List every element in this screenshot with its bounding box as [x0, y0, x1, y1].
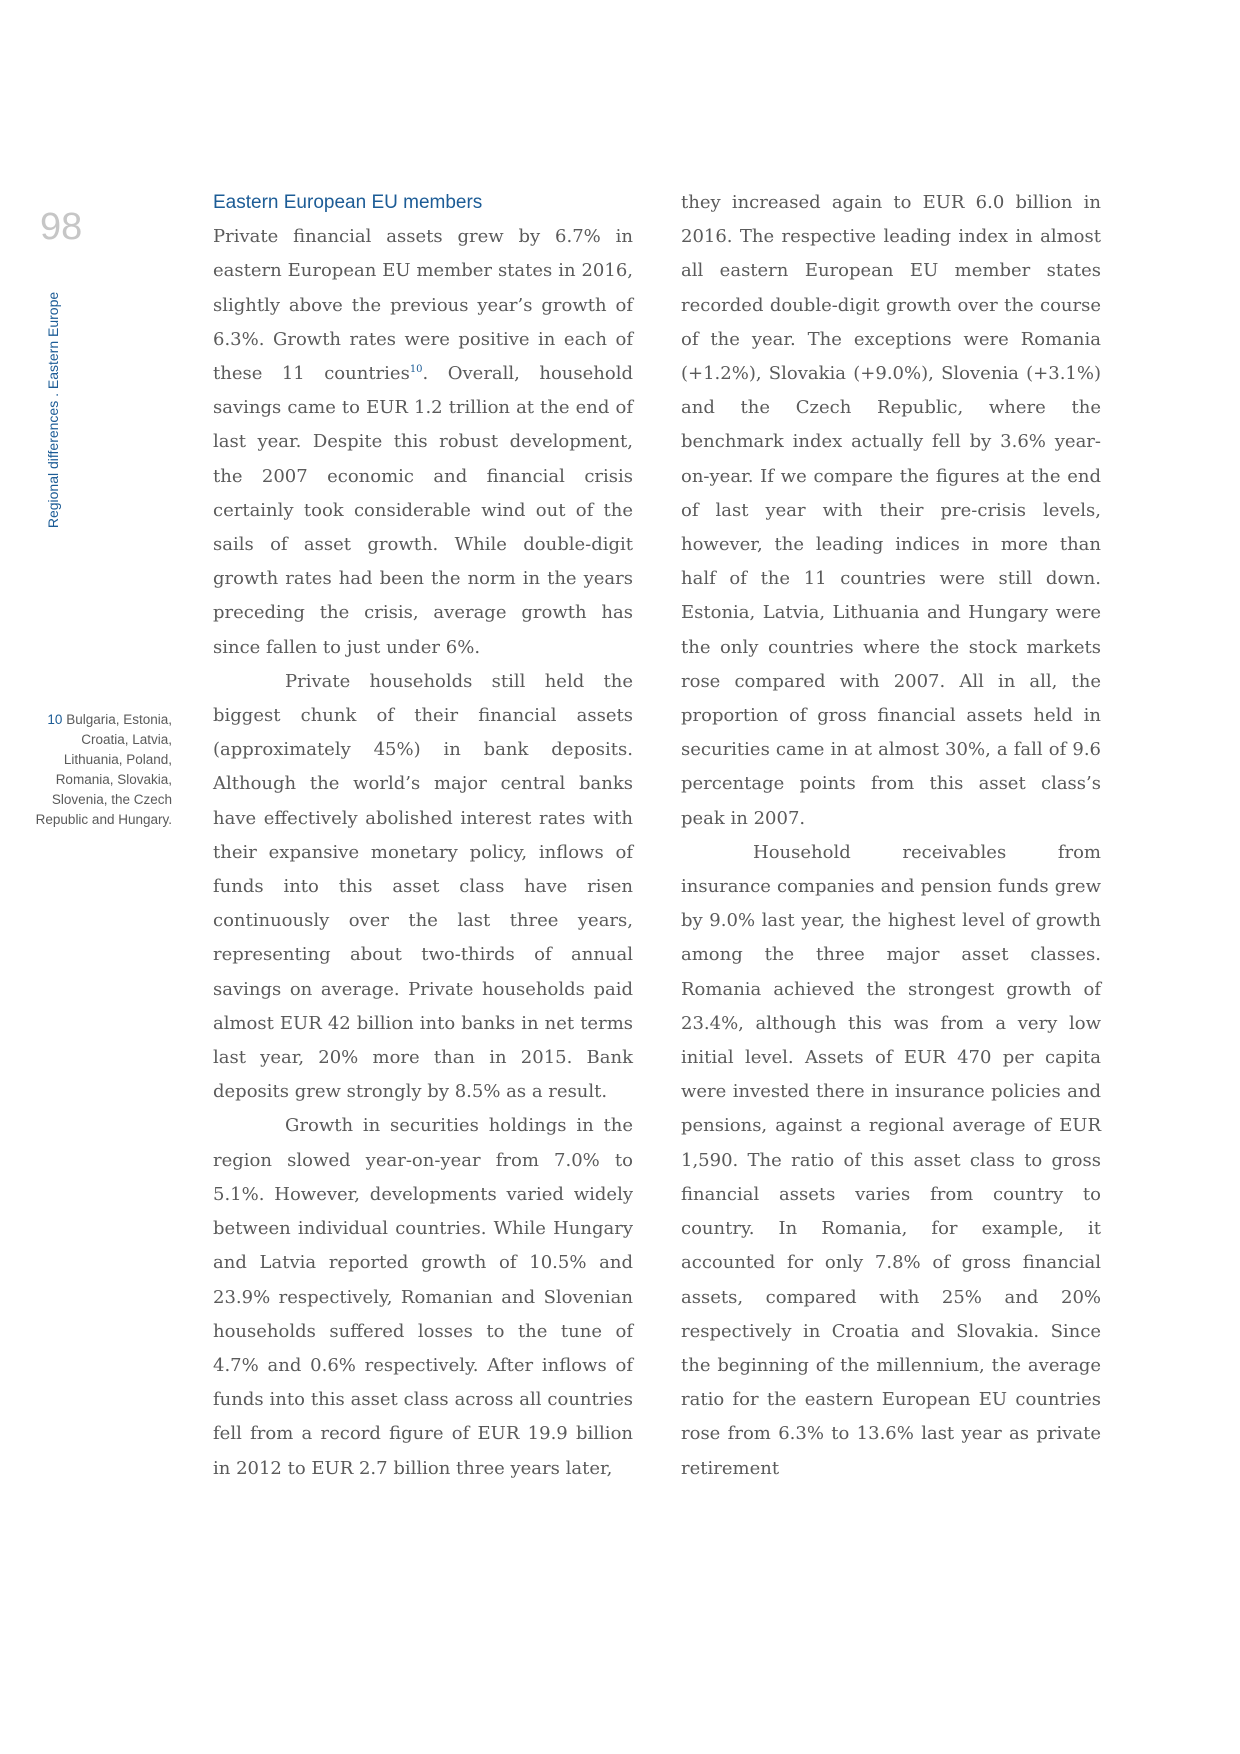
paragraph-4: Household receivables from insurance companies and pension funds grew by 9.0% last year, the highest level of growth among the three major asset classes. Romania achieved the strongest growth of 23.4%, although this was from a very low initial level. Assets of EUR 470 per capita were invested there in insurance policies and pensions, against a regional average of EUR 1,590. The ratio of this asset class to gross financial assets varies from country to country. In Romania, for example, it accounted for only 7.8% of gross financial assets, compared with 25% and 20% respectively in Croatia and Slovakia. Since the beginning of the millennium, the average ratio for the eastern European EU countries rose from 6.3% to 13.6% last year as private retirement: [681, 841, 1101, 1479]
section-heading: Eastern European EU members: [213, 192, 483, 213]
text-column-right: [681, 186, 1101, 1486]
footnote-number: 10: [47, 712, 63, 727]
paragraph-2: Private households still held the biggest chunk of their financial assets (approximately 45%) in bank deposits. Although the world’s major central banks have effectively abolished interest rates with their expansive monetary policy, inflows of funds into this asset class have risen continuously over the last three years, representing about two-thirds of annual savings on average. Private households paid almost EUR 42 billion into banks in net terms last year, 20% more than in 2015. Bank deposits grew strongly by 8.5% as a result.: [213, 670, 633, 1103]
footnote-10: [30, 710, 172, 830]
text-column-left: [213, 186, 633, 1486]
running-head: Regional differences . Eastern Europe: [45, 291, 61, 529]
paragraph-1-text-a: Private financial assets grew by 6.7% in eastern European EU member states in 2016, slightly above the previous year’s growth of 6.3%. Growth rates were positive in each of these 11 countries: [213, 226, 633, 385]
footnote-reference[interactable]: 10: [409, 364, 423, 376]
paragraph-3-continued: they increased again to EUR 6.0 billion in 2016. The respective leading index in almost all eastern European EU member states recorded double-digit growth over the course of the year. The exceptions were Romania (+1.2%), Slovakia (+9.0%), Slovenia (+3.1%) and the Czech Republic, where the benchmark index actually fell by 3.6% year-on-year. If we compare the figures at the end of last year with their pre-crisis levels, however, the leading indices in more than half of the 11 countries were still down. Estonia, Latvia, Lithuania and Hungary were the only countries where the stock markets rose compared with 2007. All in all, the proportion of gross financial assets held in securities came in at almost 30%, a fall of 9.6 percentage points from this asset class’s peak in 2007.: [681, 192, 1101, 829]
paragraph-1: [213, 220, 633, 665]
paragraph-3-start: Growth in securities holdings in the region slowed year-on-year from 7.0% to 5.1%. However, developments varied widely between individual countries. While Hungary and Latvia reported growth of 10.5% and 23.9% respectively, Romanian and Slovenian households suffered losses to the tune of 4.7% and 0.6% respectively. After inflows of funds into this asset class across all countries fell from a record figure of EUR 19.9 billion in 2012 to EUR 2.7 billion three years later,: [213, 1115, 633, 1479]
page-number: 98: [40, 206, 83, 248]
footnote-text: Bulgaria, Estonia, Croatia, Latvia, Lithuania, Poland, Romania, Slovakia, Slovenia, the Czech Republic and Hungary.: [35, 712, 172, 827]
paragraph-1-text-b: . Overall, household savings came to EUR 1.2 trillion at the end of last year. Despite this robust development, the 2007 economic and financial crisis certainly took considerable wind out of the sails of asset growth. While double-digit growth rates had been the norm in the years preceding the crisis, average growth has since fallen to just under 6%.: [213, 363, 633, 658]
